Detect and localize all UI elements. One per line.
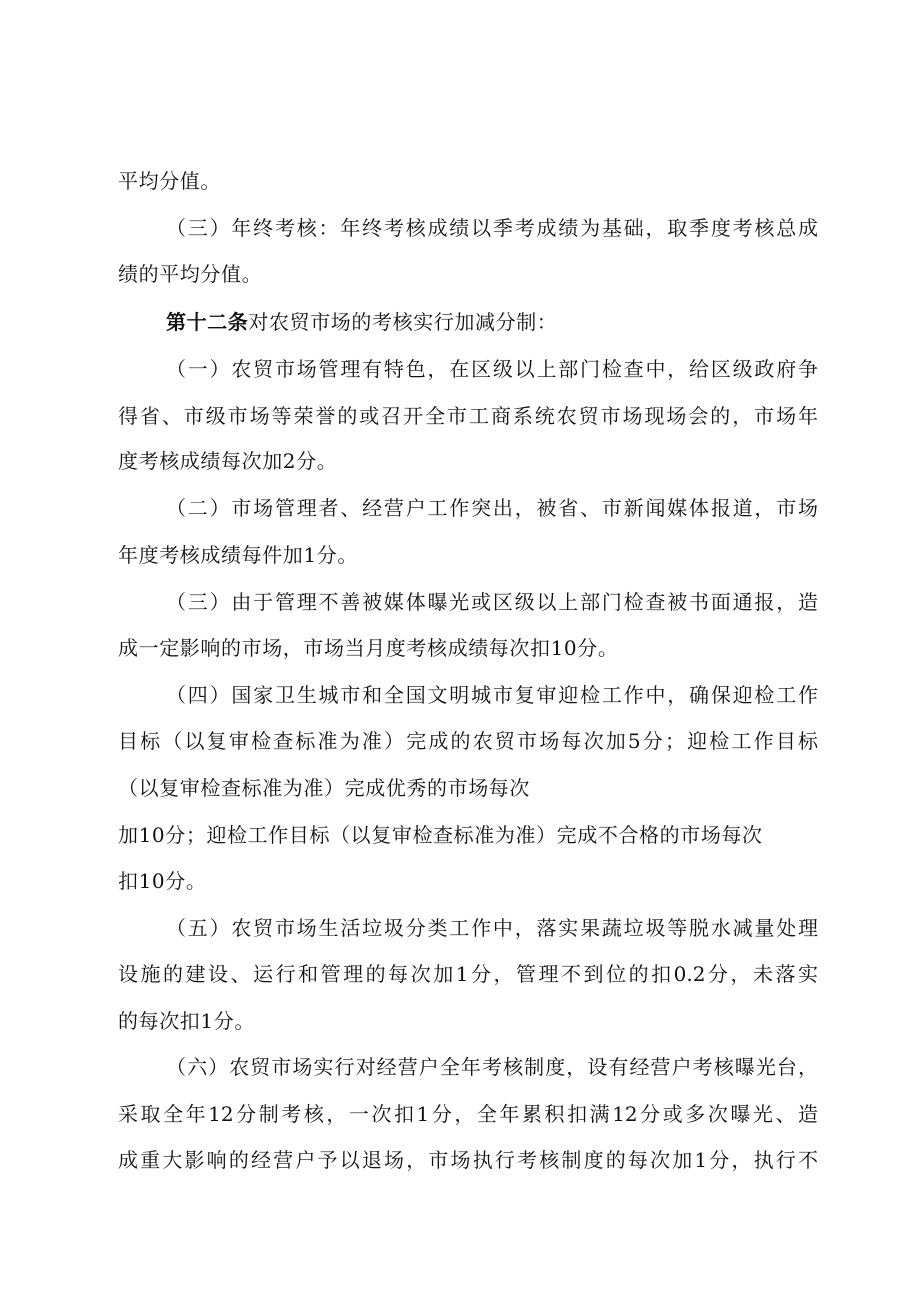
text-line-19: 的每次扣1分。 [118,1009,255,1033]
text-line-3: 绩的平均分值。 [118,262,263,286]
text-line-14: （以复审检查标准为准）完成优秀的市场每次 [118,776,530,800]
text-line-5: （一）农贸市场管理有特色，在区级以上部门检查中，给区级政府争 [166,357,818,381]
text-line-12: （四）国家卫生城市和全国文明城市复审迎检工作中，确保迎检工作 [166,683,818,707]
article-12-line [166,308,557,336]
article-12-heading: 第十二条 [166,310,249,334]
article-12-text: 对农贸市场的考核实行加减分制： [248,310,558,334]
text-line-8: （二）市场管理者、经营户工作突出，被省、市新闻媒体报道，市场 [166,496,818,520]
text-line-6: 得省、市级市场等荣誉的或召开全市工商系统农贸市场现场会的，市场年 [118,404,818,428]
text-line-7: 度考核成绩每次加2分。 [118,449,338,473]
text-line-18: 设施的建设、运行和管理的每次加1分，管理不到位的扣0.2分，未落实 [118,962,818,986]
text-line-16: 扣10分。 [118,869,207,893]
text-line-11: 成一定影响的市场，市场当月度考核成绩每次扣10分。 [118,636,619,660]
text-line-13: 目标（以复审检查标准为准）完成的农贸市场每次加5分；迎检工作目标 [118,729,818,753]
text-line-15: 加10分；迎检工作目标（以复审检查标准为准）完成不合格的市场每次 [118,823,763,847]
text-line-9: 年度考核成绩每件加1分。 [118,543,358,567]
text-line-2: （三）年终考核：年终考核成绩以季考成绩为基础，取季度考核总成 [166,216,818,240]
text-line-10: （三）由于管理不善被媒体曝光或区级以上部门检查被书面通报，造 [166,590,818,614]
text-line-1: 平均分值。 [118,169,221,193]
text-line-21: 采取全年12分制考核，一次扣1分，全年累积扣满12分或多次曝光、造 [118,1102,818,1126]
text-line-17: （五）农贸市场生活垃圾分类工作中，落实果蔬垃圾等脱水减量处理 [166,916,818,940]
text-line-22: 成重大影响的经营户予以退场，市场执行考核制度的每次加1分，执行不 [118,1148,818,1172]
text-line-20: （六）农贸市场实行对经营户全年考核制度，设有经营户考核曝光台， [166,1055,818,1079]
